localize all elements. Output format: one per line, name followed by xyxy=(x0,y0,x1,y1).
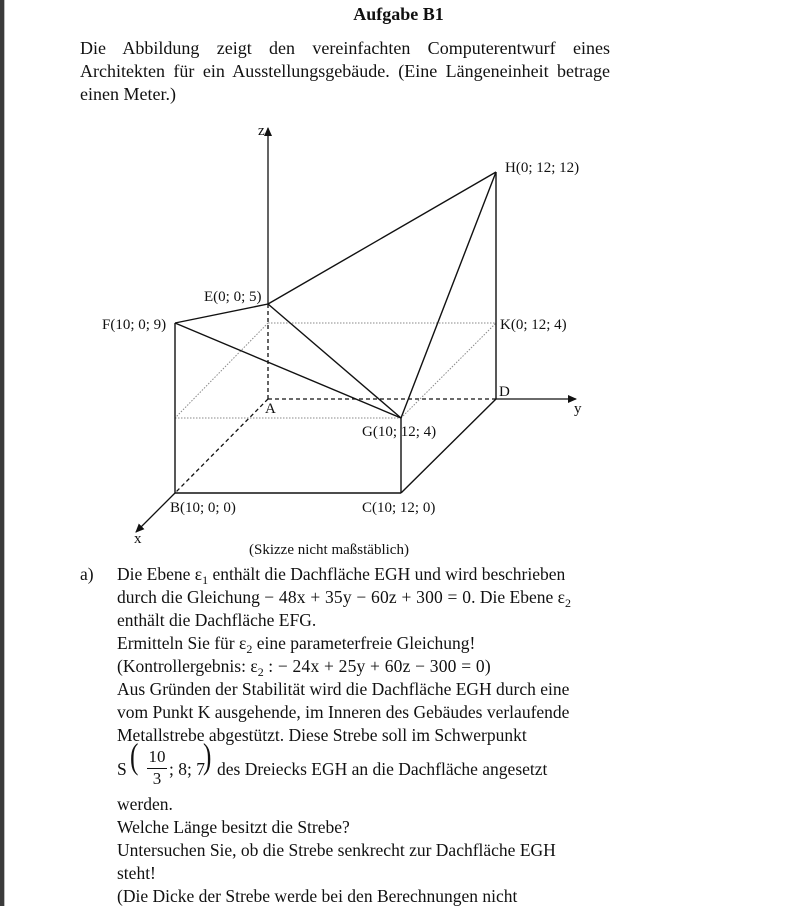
paren-close: ) xyxy=(203,736,212,776)
subscript: 1 xyxy=(202,573,209,587)
point-e-label: E(0; 0; 5) xyxy=(204,289,262,305)
task-line: Untersuchen Sie, ob die Strebe senkrecht zur Dachfläche EGH xyxy=(117,840,556,860)
task-line: (Die Dicke der Strebe werde bei den Berechnungen nicht xyxy=(117,886,518,906)
z-axis-label: z xyxy=(258,123,265,139)
task-line: Metallstrebe abgestützt. Diese Strebe soll im Schwerpunkt xyxy=(117,725,527,745)
text: durch die Gleichung xyxy=(117,587,265,607)
intro-line: Architekten für ein Ausstellungsgebäude. (Eine Längeneinheit betrage xyxy=(80,61,610,81)
centroid-line xyxy=(117,736,617,793)
text: enthält die Dachfläche EGH und wird beschrieben xyxy=(208,564,566,584)
hidden-edges xyxy=(175,304,496,493)
point-d-label: D xyxy=(499,384,510,400)
task-line xyxy=(117,655,617,678)
control-equation: : − 24x + 25y + 60z − 300 = 0 xyxy=(263,656,485,676)
epsilon-symbol: ε xyxy=(239,633,247,653)
text: eine parameterfreie Gleichung! xyxy=(252,633,476,653)
task-line: vom Punkt K ausgehende, im Inneren des Gebäudes verlaufende xyxy=(117,702,570,722)
point-g-label: G(10; 12; 4) xyxy=(362,424,437,440)
task-line: werden. xyxy=(117,794,173,814)
task-marker: a) xyxy=(80,564,94,584)
plane-equation-1: − 48x + 35y − 60z + 300 = 0 xyxy=(264,587,472,607)
text: (Kontrollergebnis: xyxy=(117,656,251,676)
epsilon-symbol: ε xyxy=(194,564,203,584)
text: . Die Ebene xyxy=(471,587,558,607)
denominator: 3 xyxy=(152,769,162,788)
point-b-label: B(10; 0; 0) xyxy=(170,500,236,516)
task-line: Aus Gründen der Stabilität wird die Dachfläche EGH durch eine xyxy=(117,679,570,699)
intro-line: einen Meter.) xyxy=(80,84,176,104)
intro-line: Die Abbildung zeigt den vereinfachten Computerentwurf eines xyxy=(80,38,610,58)
text: des Dreiecks EGH an die Dachfläche angesetzt xyxy=(217,759,548,779)
page-title: Aufgabe B1 xyxy=(353,4,444,24)
point-name: S xyxy=(117,759,127,779)
point-f-label: F(10; 0; 9) xyxy=(102,317,167,333)
epsilon-symbol: ε xyxy=(557,587,565,607)
task-line xyxy=(117,632,617,655)
text: Die Ebene xyxy=(117,564,195,584)
point-k-label: K(0; 12; 4) xyxy=(500,317,567,333)
x-axis-label: x xyxy=(134,531,142,547)
task-line: Welche Länge besitzt die Strebe? xyxy=(117,817,350,837)
point-c-label: C(10; 12; 0) xyxy=(362,500,436,516)
point-a-label: A xyxy=(265,401,276,417)
text: Ermitteln Sie für xyxy=(117,633,239,653)
paren-open: ( xyxy=(130,736,139,776)
text: ) xyxy=(484,656,491,676)
task-line xyxy=(117,586,617,609)
subscript: 2 xyxy=(257,665,264,679)
helper-lines xyxy=(175,323,496,418)
task-line: enthält die Dachfläche EFG. xyxy=(117,610,317,630)
task-body xyxy=(117,563,617,908)
fraction xyxy=(147,747,167,789)
point-h-label: H(0; 12; 12) xyxy=(505,160,580,176)
task-line: steht! xyxy=(117,863,156,883)
y-axis-label: y xyxy=(574,401,582,417)
subscript: 2 xyxy=(246,642,253,656)
figure-caption: (Skizze nicht maßstäblich) xyxy=(249,542,409,558)
task-line xyxy=(117,563,617,586)
numerator: 10 xyxy=(147,747,167,769)
coordinates-rest: ; 8; 7 xyxy=(169,759,205,779)
subscript: 2 xyxy=(565,596,571,610)
epsilon-symbol: ε xyxy=(250,656,258,676)
